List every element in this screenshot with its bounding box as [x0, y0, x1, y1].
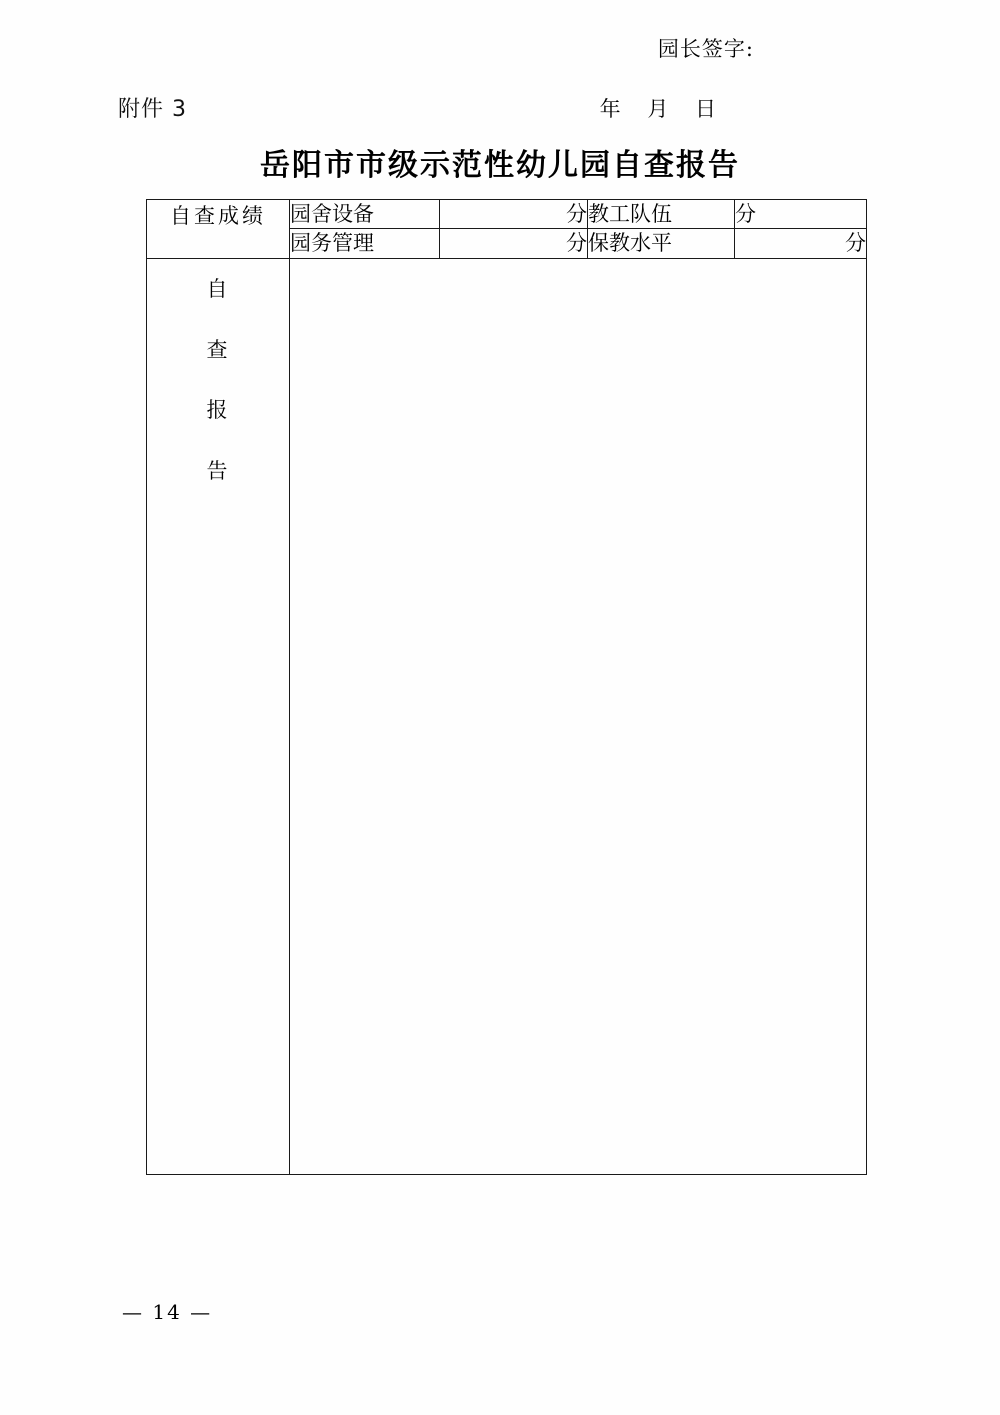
score-unit-education[interactable]: 分 [735, 229, 867, 258]
score-unit-management[interactable]: 分 [440, 229, 588, 258]
score-unit-staff[interactable]: 分 [735, 200, 867, 229]
principal-signature-label[interactable]: 园长签字: [657, 36, 754, 61]
report-vertical-label [147, 258, 290, 1174]
table-row [147, 200, 867, 229]
report-label-char-2: 查 [206, 337, 230, 362]
self-check-score-label: 自查成绩 [147, 200, 290, 259]
report-label-char-1: 自 [206, 276, 230, 301]
table-row-report [147, 258, 867, 1174]
item-label-education: 保教水平 [588, 229, 735, 258]
page-title: 岳阳市市级示范性幼儿园自查报告 [260, 148, 740, 183]
date-label[interactable]: 年 月 日 [599, 96, 726, 121]
score-unit-facilities[interactable]: 分 [440, 200, 588, 229]
report-label-char-3: 报 [206, 398, 230, 423]
attachment-label: 附件 3 [118, 97, 187, 122]
item-label-staff: 教工队伍 [588, 200, 735, 229]
report-vertical-text [207, 259, 230, 503]
page-number: — 14 — [122, 1300, 213, 1324]
item-label-management: 园务管理 [290, 229, 440, 258]
item-label-facilities: 园舍设备 [290, 200, 440, 229]
report-label-char-4: 告 [206, 459, 230, 484]
